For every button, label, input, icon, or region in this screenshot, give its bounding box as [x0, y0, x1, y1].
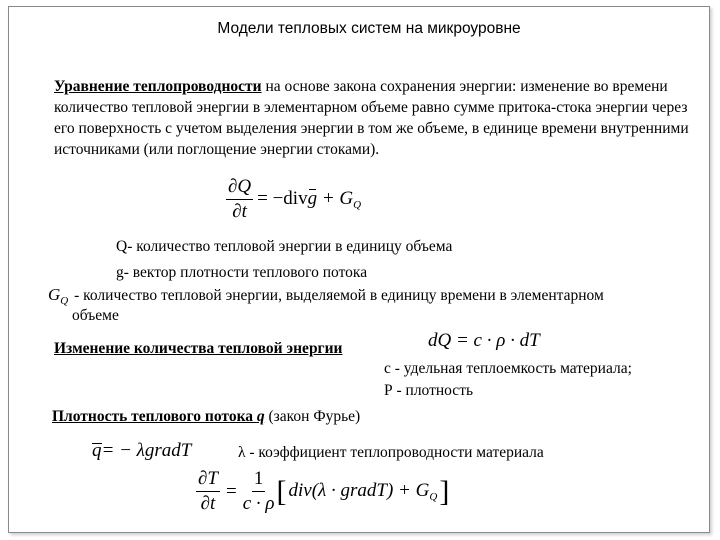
energy-change-heading: Изменение количества тепловой энергии [54, 340, 343, 357]
fourier-heading-bold: Плотность теплового потока q [52, 408, 265, 425]
eq1-numerator: ∂Q [226, 176, 253, 200]
gq-text: - количество тепловой энергии, выделяемой в единицу времени в элементарном [70, 287, 604, 304]
eq4-coef-numerator: 1 [252, 468, 266, 492]
eq4-coefficient [243, 468, 275, 515]
def-c: c - удельная теплоемкость материала; [384, 360, 632, 377]
intro-text: на основе закона сохранения энергии: изменение во времени количество тепловой энергии в элементарном объеме равно сумме притока-стока энергии через его поверхность с учетом выделения энергии в том же объеме, в единице времени внутренними источниками (или поглощение энергии стоками). [54, 78, 689, 158]
fourier-rhs: = − λgradT [101, 440, 192, 461]
eq4-coef-denominator: c · ρ [242, 493, 275, 514]
eq1-fraction [226, 176, 253, 223]
def-rho: Р - плотность [384, 382, 474, 399]
def-g: g- вектор плотности теплового потока [116, 264, 368, 281]
def-gq [48, 284, 604, 312]
fourier-heading [52, 406, 360, 427]
eq4-equals: = [225, 480, 237, 502]
energy-change-equation: dQ = c · ρ · dT [428, 330, 540, 351]
intro-paragraph [54, 76, 694, 160]
eq4-denominator: ∂t [200, 493, 216, 514]
def-lambda: λ - коэффициент теплопроводности материала [238, 444, 544, 461]
fourier-equation [92, 440, 191, 462]
eq1-vector-g: g [307, 188, 318, 209]
heat-balance-equation [226, 176, 361, 223]
gq-symbol: $G_Q$ [48, 285, 69, 307]
eq1-denominator: ∂t [232, 201, 247, 222]
eq1-rhs [257, 188, 361, 211]
def-gq-cont: объеме [72, 307, 119, 324]
eq1-subscript: Q [353, 199, 362, 211]
def-q: Q- количество тепловой энергии в единицу объема [116, 238, 453, 255]
eq1-rhs-prefix: = −div [257, 188, 308, 209]
fourier-heading-rest: (закон Фурье) [264, 408, 361, 425]
fourier-vector-q: q [92, 440, 102, 461]
heat-equation-heading: Уравнение теплопроводности [54, 78, 262, 95]
heat-conduction-equation [196, 468, 451, 515]
eq4-bracket-open: [ [276, 474, 287, 508]
eq4-numerator: ∂T [196, 468, 220, 492]
eq4-fraction [196, 468, 220, 515]
eq4-body: div(λ · gradT) + $G_Q$ [288, 480, 438, 503]
page-title: Модели тепловых систем на микроуровне [217, 20, 521, 37]
eq4-bracket-close: ] [439, 474, 450, 508]
eq1-rhs-suffix: + G [317, 188, 354, 209]
